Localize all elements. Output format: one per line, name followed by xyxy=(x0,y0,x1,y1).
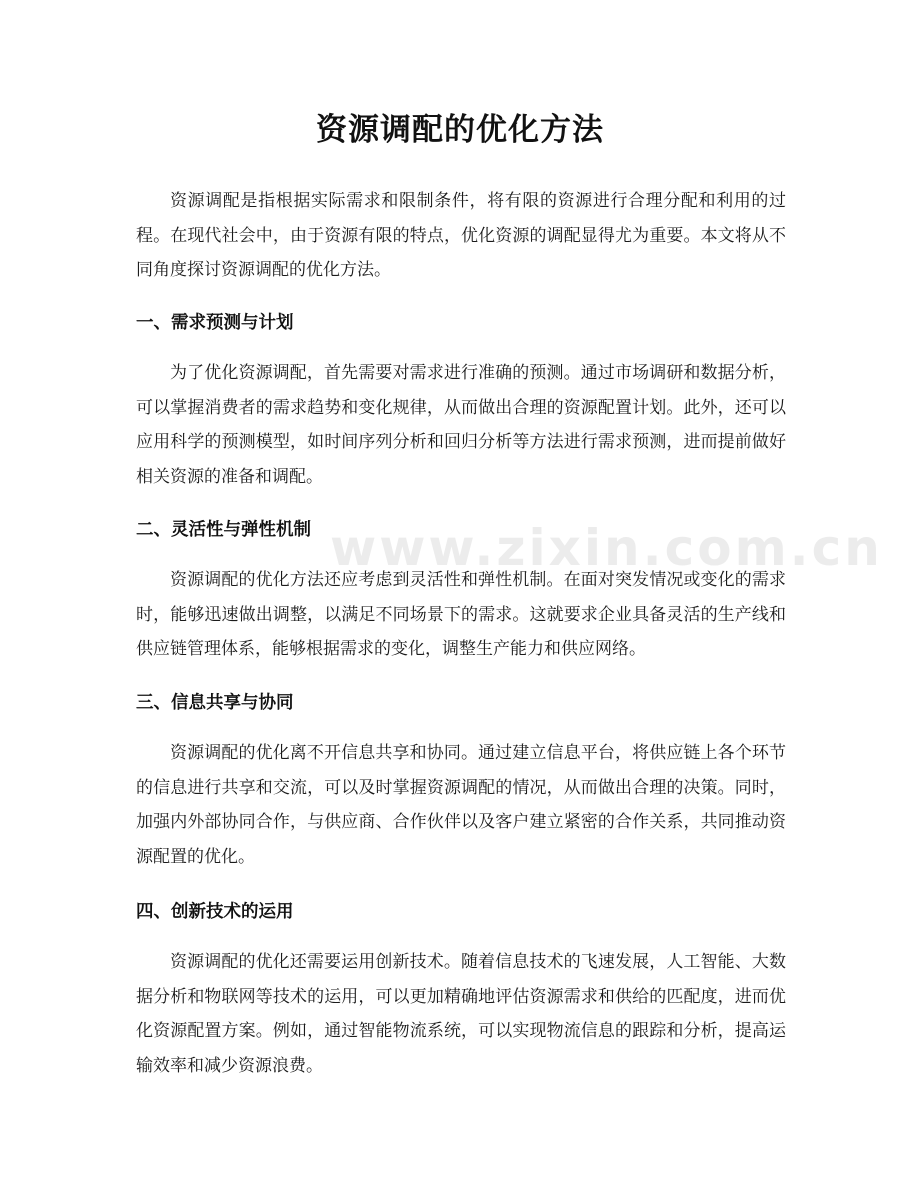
page-title: 资源调配的优化方法 xyxy=(316,112,604,148)
intro-paragraph: 资源调配是指根据实际需求和限制条件，将有限的资源进行合理分配和利用的过程。在现代社会中，由于资源有限的特点，优化资源的调配显得尤为重要。本文将从不同角度探讨资源调配的优化方法。 xyxy=(136,191,786,280)
section-body-info-sharing: 资源调配的优化离不开信息共享和协同。通过建立信息平台，将供应链上各个环节的信息进行共享和交流，可以及时掌握资源调配的情况，从而做出合理的决策。同时，加强内外部协同合作，与供应商、合作伙伴以及客户建立紧密的合作关系，共同推动资源配置的优化。 xyxy=(136,743,786,867)
section-heading-innovation: 四、创新技术的运用 xyxy=(136,902,294,922)
section-body-demand-forecast: 为了优化资源调配，首先需要对需求进行准确的预测。通过市场调研和数据分析，可以掌握消费者的需求趋势和变化规律，从而做出合理的资源配置计划。此外，还可以应用科学的预测模型，如时间序列分析和回归分析等方法进行需求预测，进而提前做好相关资源的准备和调配。 xyxy=(136,363,786,487)
watermark: www.zixin.com.cn xyxy=(330,519,883,577)
section-heading-info-sharing: 三、信息共享与协同 xyxy=(136,693,294,713)
section-body-innovation: 资源调配的优化还需要运用创新技术。随着信息技术的飞速发展，人工智能、大数据分析和物联网等技术的运用，可以更加精确地评估资源需求和供给的匹配度，进而优化资源配置方案。例如，通过智能物流系统，可以实现物流信息的跟踪和分析，提高运输效率和减少资源浪费。 xyxy=(136,952,786,1076)
section-heading-flexibility: 二、灵活性与弹性机制 xyxy=(136,520,311,540)
section-heading-demand-forecast: 一、需求预测与计划 xyxy=(136,313,294,333)
section-body-flexibility: 资源调配的优化方法还应考虑到灵活性和弹性机制。在面对突发情况或变化的需求时，能够迅速做出调整，以满足不同场景下的需求。这就要求企业具备灵活的生产线和供应链管理体系，能够根据需求的变化，调整生产能力和供应网络。 xyxy=(136,570,786,659)
